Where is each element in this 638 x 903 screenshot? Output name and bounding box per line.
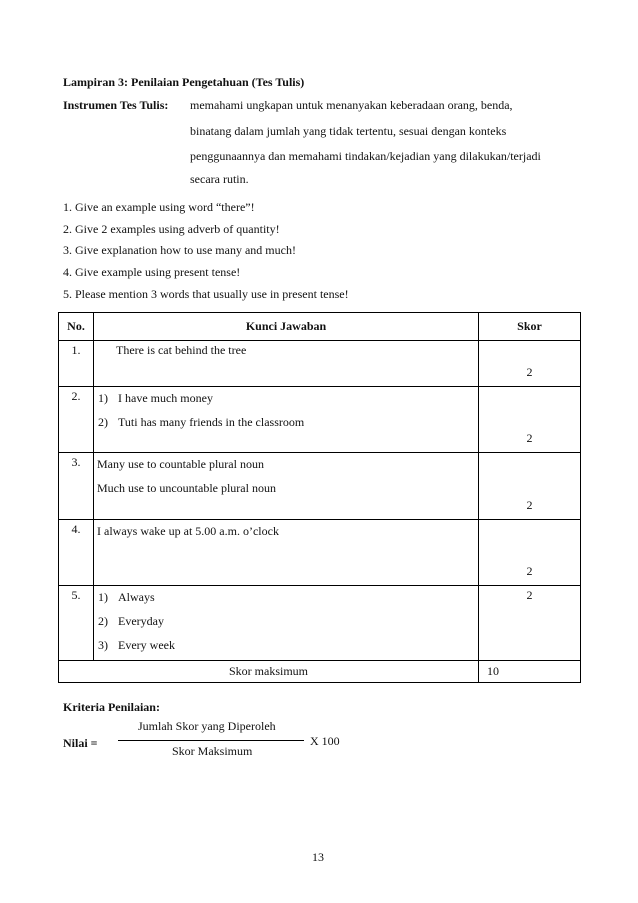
answer-cell [94,387,479,453]
answer-line: I have much money [118,391,213,405]
answer-line: Many use to countable plural noun [97,457,264,471]
fraction-line [118,740,304,741]
question-item: 2. Give 2 examples using adverb of quantity! [63,222,280,236]
row-number: 3. [59,453,94,520]
answer-line: Always [118,590,155,604]
list-number: 3) [98,638,108,652]
score-value: 2 [526,564,533,578]
score-cell [479,586,581,661]
answer-key-table [58,312,581,683]
instrument-line: binatang dalam jumlah yang tidak tertentu, sesuai dengan konteks [190,124,507,138]
instrument-line: memahami ungkapan untuk menanyakan keberadaan orang, benda, [190,98,513,112]
score-cell [479,520,581,586]
row-number: 1. [59,341,94,387]
row-number: 5. [59,586,94,661]
question-item: 1. Give an example using word “there”! [63,200,255,214]
nilai-label: Nilai = [63,736,98,750]
answer-line: Everyday [118,614,164,628]
answer-line: There is cat behind the tree [116,343,247,357]
table-row [59,341,581,387]
score-value: 2 [526,498,533,512]
score-value: 2 [526,365,533,379]
answer-cell [94,341,479,387]
table-row [59,453,581,520]
criteria-title: Kriteria Penilaian: [63,700,160,714]
question-item: 5. Please mention 3 words that usually use in present tense! [63,287,349,301]
table-row [59,387,581,453]
table-row [59,520,581,586]
answer-cell [94,453,479,520]
formula-multiplier: X 100 [310,734,340,748]
header-no: No. [59,313,94,341]
list-number: 1) [98,391,108,405]
header-key: Kunci Jawaban [94,313,479,341]
instrument-label: Instrumen Tes Tulis: [63,98,169,112]
list-number: 2) [98,415,108,429]
answer-cell [94,520,479,586]
table-row [59,586,581,661]
formula-denominator: Skor Maksimum [172,744,253,758]
answer-line: Tuti has many friends in the classroom [118,415,305,429]
score-cell [479,453,581,520]
score-cell [479,341,581,387]
list-number: 2) [98,614,108,628]
score-value: 2 [526,431,533,445]
total-row [59,661,581,683]
header-score: Skor [479,313,581,341]
formula-numerator: Jumlah Skor yang Diperoleh [138,719,276,733]
score-cell [479,387,581,453]
question-item: 4. Give example using present tense! [63,265,241,279]
instrument-line: secara rutin. [190,172,249,186]
answer-line: Every week [118,638,175,652]
answer-line: Much use to uncountable plural noun [97,481,276,495]
answer-cell [94,586,479,661]
score-value: 2 [526,588,533,602]
instrument-line: penggunaannya dan memahami tindakan/kejadian yang dilakukan/terjadi [190,149,541,163]
page-title: Lampiran 3: Penilaian Pengetahuan (Tes Tulis) [63,75,305,89]
total-label: Skor maksimum [59,661,479,683]
answer-line: I always wake up at 5.00 a.m. o’clock [97,524,279,538]
total-value: 10 [479,661,581,683]
page-number: 13 [312,850,324,864]
row-number: 2. [59,387,94,453]
row-number: 4. [59,520,94,586]
table-header-row [59,313,581,341]
list-number: 1) [98,590,108,604]
question-item: 3. Give explanation how to use many and much! [63,243,296,257]
